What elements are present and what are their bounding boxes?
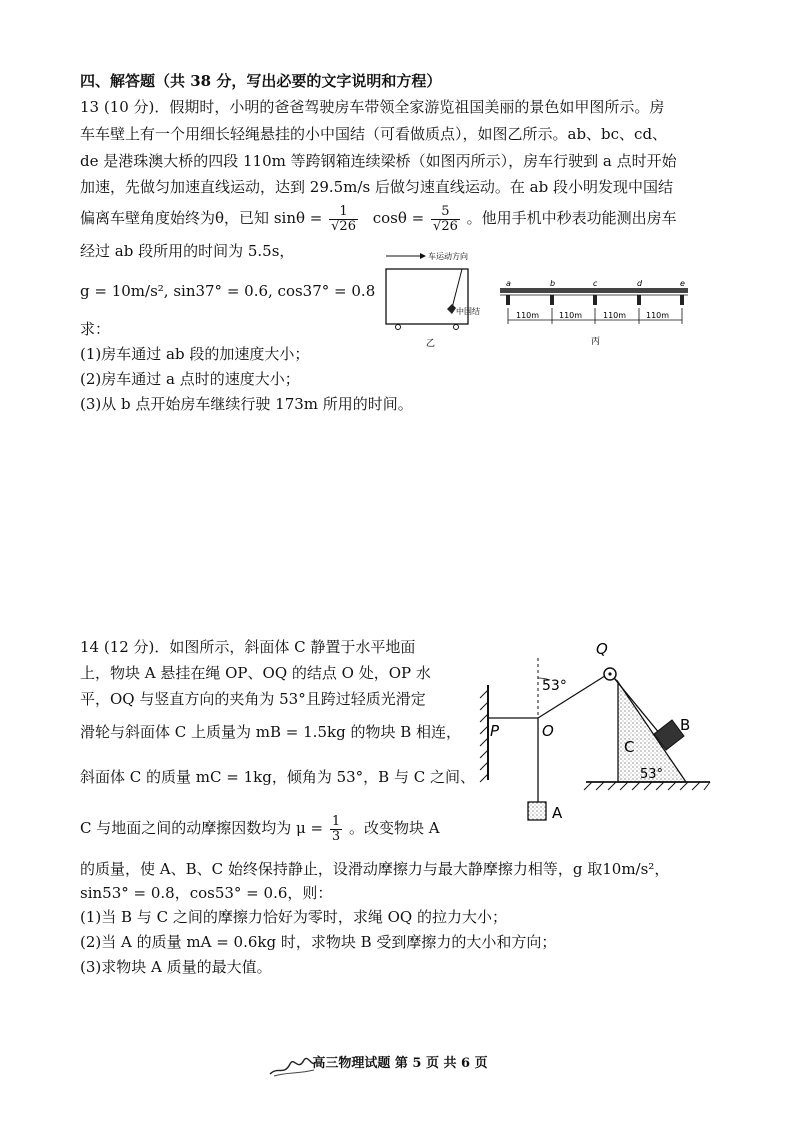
pier-c xyxy=(593,295,597,305)
q14-line-6-before: C 与地面之间的动摩擦因数均为 μ = xyxy=(80,819,324,837)
wall-hatching xyxy=(480,690,488,782)
q13-line-6: 经过 ab 段所用的时间为 5.5s， xyxy=(80,242,295,260)
motion-arrow-label: 车运动方向 xyxy=(428,252,468,261)
label-Q: Q xyxy=(596,640,608,658)
q14-line-2: 上，物块 A 悬挂在绳 OP、OQ 的结点 O 处，OP 水 xyxy=(80,664,431,682)
label-O: O xyxy=(542,722,554,740)
sin-theta-label: sinθ = xyxy=(273,209,323,227)
motion-arrow-head xyxy=(420,253,426,259)
knot-string xyxy=(452,269,462,308)
q14-line-1: 14 (12 分)．如图所示，斜面体 C 静置于水平地面 xyxy=(80,638,416,656)
angle-label-top: 53° xyxy=(542,678,567,694)
chinese-knot-icon xyxy=(447,304,456,314)
point-b-label: b xyxy=(550,279,556,288)
q14-line-4: 滑轮与斜面体 C 上质量为 mB = 1.5kg 的物块 B 相连， xyxy=(80,723,462,741)
bridge-deck xyxy=(500,288,688,293)
label-A: A xyxy=(552,804,563,822)
q13-sub-1: (1)房车通过 ab 段的加速度大小； xyxy=(80,345,310,363)
mu-denominator: 3 xyxy=(331,828,341,844)
q14-line-7: 的质量，使 A、B、C 始终保持静止，设滑动摩擦力与最大静摩擦力相等，g 取10m/s²， xyxy=(80,860,670,878)
q13-line-4: 加速，先做匀加速直线运动，达到 29.5m/s 后做匀速直线运动。在 ab 段小明发现中国结 xyxy=(80,178,673,196)
cos-theta-denominator: √26 xyxy=(433,218,458,234)
q13-line-1: 13 (10 分)．假期时，小明的爸爸驾驶房车带领全家游览祖国美丽的景色如甲图所示。房 xyxy=(80,98,665,116)
figure-q14 xyxy=(468,630,718,830)
cos-theta-numerator: 5 xyxy=(431,205,460,220)
point-c-label: c xyxy=(593,279,598,288)
q14-sub-2: (2)当 A 的质量 mA = 0.6kg 时，求物块 B 受到摩擦力的大小和方向； xyxy=(80,933,557,951)
label-P: P xyxy=(490,722,500,740)
sin-theta-fraction xyxy=(329,205,358,234)
q14-sub-3: (3)求物块 A 质量的最大值。 xyxy=(80,958,272,976)
block-A xyxy=(528,802,546,820)
q14-sub-1: (1)当 B 与 C 之间的摩擦力恰好为零时，求绳 OQ 的拉力大小； xyxy=(80,908,507,926)
mu-fraction xyxy=(330,815,342,844)
figure-yi-caption: 乙 xyxy=(426,339,436,349)
q14-line-6 xyxy=(80,810,440,846)
label-B: B xyxy=(680,716,691,734)
pier-e xyxy=(680,295,684,305)
figure-bing-caption: 丙 xyxy=(591,337,601,347)
point-d-label: d xyxy=(637,279,643,288)
section-header: 四、解答题（共 38 分，写出必要的文字说明和方程） xyxy=(80,72,442,90)
figure-bing xyxy=(496,278,696,354)
q13-qiu: 求： xyxy=(80,320,111,338)
q13-line-2: 车车壁上有一个用细长轻绳悬挂的小中国结（可看做质点），如图乙所示。ab、bc、cd、 xyxy=(80,125,668,143)
cos-theta-label: cosθ = xyxy=(372,209,425,227)
q13-line-7: g = 10m/s², sin37° = 0.6, cos37° = 0.8 xyxy=(80,282,376,300)
pier-b xyxy=(550,295,554,305)
point-a-label: a xyxy=(506,279,511,288)
rv-wheel-left xyxy=(396,325,401,330)
signature-scribble xyxy=(268,1050,318,1080)
q13-sub-3: (3)从 b 点开始房车继续行驶 173m 所用的时间。 xyxy=(80,395,413,413)
q13-line-5 xyxy=(80,200,677,236)
q13-line-5-after: 。他用手机中秒表功能测出房车 xyxy=(466,209,677,227)
page-footer: 高三物理试题 第 5 页 共 6 页 xyxy=(312,1056,488,1071)
sin-theta-numerator: 1 xyxy=(329,205,358,220)
span-bc-label: 110m xyxy=(559,311,583,320)
cos-theta-fraction xyxy=(431,205,460,234)
rv-wheel-right xyxy=(454,325,459,330)
q14-line-3: 平，OQ 与竖直方向的夹角为 53°且跨过轻质光滑定 xyxy=(80,690,426,708)
angle-label-bottom: 53° xyxy=(640,767,664,782)
q13-sub-2: (2)房车通过 a 点时的速度大小； xyxy=(80,370,300,388)
q14-line-6-after: 。改变物块 A xyxy=(348,819,440,837)
span-de-label: 110m xyxy=(646,311,670,320)
q13-line-3: de 是港珠澳大桥的四段 110m 等跨钢箱连续梁桥（如图丙所示），房车行驶到 a 点时开始 xyxy=(80,152,677,170)
figure-yi xyxy=(380,244,510,354)
knot-label: 中国结 xyxy=(456,307,480,316)
span-ab-label: 110m xyxy=(516,311,540,320)
label-C: C xyxy=(624,738,635,756)
mu-numerator: 1 xyxy=(331,813,341,829)
span-cd-label: 110m xyxy=(603,311,627,320)
bridge-piers xyxy=(506,295,684,305)
q14-line-8: sin53° = 0.8，cos53° = 0.6，则： xyxy=(80,884,333,902)
point-e-label: e xyxy=(680,279,685,288)
q13-line-5-before: 偏离车壁角度始终为θ，已知 xyxy=(80,209,270,227)
q14-line-5: 斜面体 C 的质量 mC = 1kg，倾角为 53°，B 与 C 之间、 xyxy=(80,768,475,786)
ground-hatching xyxy=(584,782,710,790)
pulley-axle xyxy=(608,672,611,675)
sin-theta-denominator: √26 xyxy=(331,218,356,234)
pier-a xyxy=(506,295,510,305)
pier-d xyxy=(637,295,641,305)
